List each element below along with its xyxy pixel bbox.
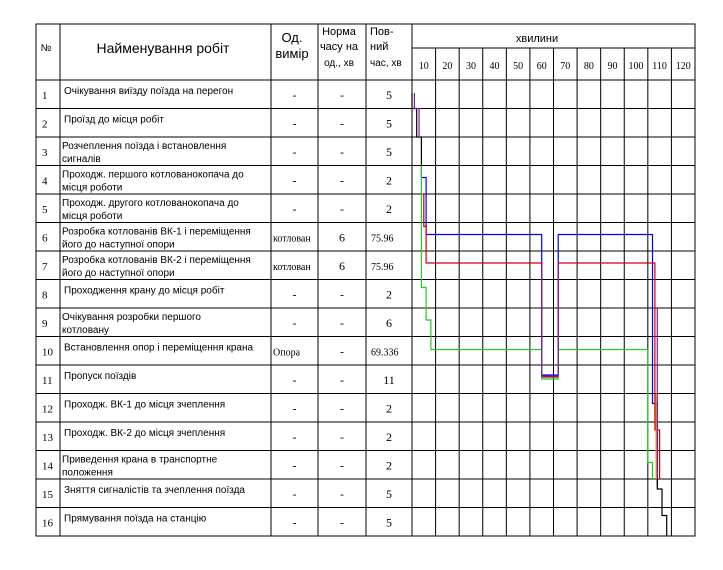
row-number: 3: [42, 147, 48, 159]
unit-of-measure: -: [292, 145, 297, 159]
total-time: 2: [386, 458, 392, 473]
minute-tick-label: 90: [607, 61, 618, 72]
work-name-line2: місця роботи: [62, 182, 123, 194]
total-time: 2: [386, 401, 392, 416]
total-time: 5: [386, 145, 392, 159]
work-name: Проходж. ВК-2 до місця зчеплення: [64, 428, 226, 439]
work-name-line1: Очікування розробки першого: [62, 312, 201, 323]
total-time: 2: [386, 430, 392, 444]
time-norm: -: [340, 145, 344, 159]
minute-tick-label: 70: [560, 61, 571, 72]
minute-tick-label: 80: [583, 61, 594, 72]
work-name: Пропуск поїздів: [64, 371, 137, 382]
time-norm: 6: [339, 259, 345, 273]
unit-of-measure: -: [292, 116, 297, 131]
time-norm: 6: [339, 230, 345, 245]
minute-tick-label: 110: [652, 61, 667, 72]
row-number: 8: [42, 289, 48, 302]
unit-of-measure: -: [292, 287, 297, 302]
unit-of-measure: -: [292, 430, 297, 444]
minute-tick-label: 100: [628, 61, 644, 72]
row-number: 14: [42, 460, 53, 473]
time-norm: -: [340, 344, 344, 359]
total-time: 5: [386, 515, 392, 530]
work-name-line1: Розробка котлованів ВК-2 і переміщення: [62, 255, 251, 266]
minute-tick-label: 10: [418, 61, 429, 72]
row-number: 2: [42, 118, 48, 131]
row-number: 9: [42, 318, 48, 330]
total-time: 2: [386, 202, 392, 216]
time-norm: -: [340, 487, 344, 501]
row-number: 7: [42, 261, 48, 273]
total-time: 11: [383, 373, 395, 387]
header-unit-line1: Од.: [281, 30, 303, 45]
header-total-line2: ний: [370, 41, 389, 53]
total-time: 5: [386, 487, 392, 501]
unit-of-measure: котлован: [273, 233, 311, 245]
total-time: 75.96: [371, 262, 394, 273]
unit-of-measure: -: [292, 401, 297, 416]
work-name-line1: Розробка котлованів ВК-1 і переміщення: [62, 226, 251, 238]
time-norm: -: [340, 316, 344, 330]
unit-of-measure: -: [292, 515, 297, 530]
unit-of-measure: -: [292, 173, 297, 188]
work-name-line2: положення: [62, 467, 113, 479]
minute-tick-label: 30: [465, 61, 476, 72]
row-number: 6: [42, 232, 48, 245]
total-time: 6: [386, 316, 392, 330]
total-time: 5: [386, 116, 392, 131]
work-name-line2: котловану: [62, 325, 109, 336]
row-number: 12: [42, 403, 53, 416]
work-name: Очікування виїзду поїзда на перегон: [64, 86, 234, 97]
work-name: Прямування поїзда на станцію: [64, 513, 207, 525]
header-norm-line3: од., хв: [324, 58, 354, 69]
work-name-line1: Приведення крана в транспортне: [62, 454, 218, 466]
header-minutes: хвилини: [515, 33, 559, 45]
header-total-line3: час, хв: [370, 58, 402, 69]
time-norm: -: [340, 401, 344, 416]
work-name-line1: Розчеплення поїзда і встановлення: [62, 141, 227, 152]
row-number: 13: [42, 432, 53, 444]
total-time: 2: [386, 287, 392, 302]
unit-of-measure: -: [292, 373, 297, 387]
time-norm: -: [340, 458, 344, 473]
unit-of-measure: котлован: [273, 262, 311, 273]
total-time: 5: [386, 88, 392, 102]
schedule-line-vk1: [421, 166, 657, 480]
row-number: 16: [42, 517, 53, 530]
work-name: Проходження крану до місця робіт: [64, 285, 225, 297]
row-number: 10: [42, 346, 53, 359]
header-unit-line2: вимір: [275, 46, 309, 61]
work-name-line1: Проходж. другого котлованокопача до: [62, 198, 239, 209]
work-name: Зняття сигналістів та зчеплення поїзда: [64, 485, 245, 496]
time-norm: -: [340, 202, 344, 216]
schedule-line-crane: [421, 166, 652, 480]
total-time: 69.336: [371, 347, 399, 359]
time-norm: -: [340, 373, 344, 387]
minute-tick-label: 20: [442, 61, 453, 72]
unit-of-measure: -: [292, 88, 297, 102]
schedule-line-start: [412, 93, 421, 166]
total-time: 75.96: [371, 233, 394, 245]
total-time: 2: [386, 173, 392, 188]
time-norm: -: [340, 88, 344, 102]
unit-of-measure: -: [292, 202, 297, 216]
minute-tick-label: 50: [513, 61, 524, 72]
header-norm-line2: часу на: [319, 41, 359, 53]
row-number: 1: [42, 90, 48, 102]
row-number: 5: [42, 204, 48, 216]
row-number: 4: [42, 175, 48, 188]
work-name-line2: його до наступної опори: [62, 239, 175, 251]
header-number: №: [40, 43, 52, 54]
unit-of-measure: -: [292, 458, 297, 473]
work-name-line1: Проходж. першого котлованокопача до: [62, 169, 244, 181]
time-norm: -: [340, 287, 344, 302]
row-number: 11: [42, 375, 53, 387]
work-name: Проїзд до місця робіт: [64, 114, 164, 126]
unit-of-measure: -: [292, 487, 297, 501]
unit-of-measure: -: [292, 316, 297, 330]
time-norm: -: [340, 515, 344, 530]
time-norm: -: [340, 173, 344, 188]
header-total-line1: Пов-: [370, 26, 394, 38]
header-work-name: Найменування робіт: [96, 40, 230, 56]
time-norm: -: [340, 430, 344, 444]
header-norm-line1: Норма: [322, 26, 356, 38]
minute-tick-label: 60: [536, 61, 547, 72]
minute-tick-label: 40: [489, 61, 500, 72]
work-name: Проходж. ВК-1 до місця зчеплення: [64, 399, 226, 411]
schedule-lines: [412, 93, 667, 536]
row-number: 15: [42, 489, 53, 501]
work-name-line2: сигналів: [62, 154, 101, 165]
time-norm: -: [340, 116, 344, 131]
minute-tick-label: 120: [675, 61, 691, 72]
work-name-line2: його до наступної опори: [62, 268, 175, 279]
work-name-line2: місця роботи: [62, 211, 123, 222]
work-name: Встановлення опор і переміщення крана: [64, 342, 254, 354]
unit-of-measure: Опора: [273, 347, 301, 359]
